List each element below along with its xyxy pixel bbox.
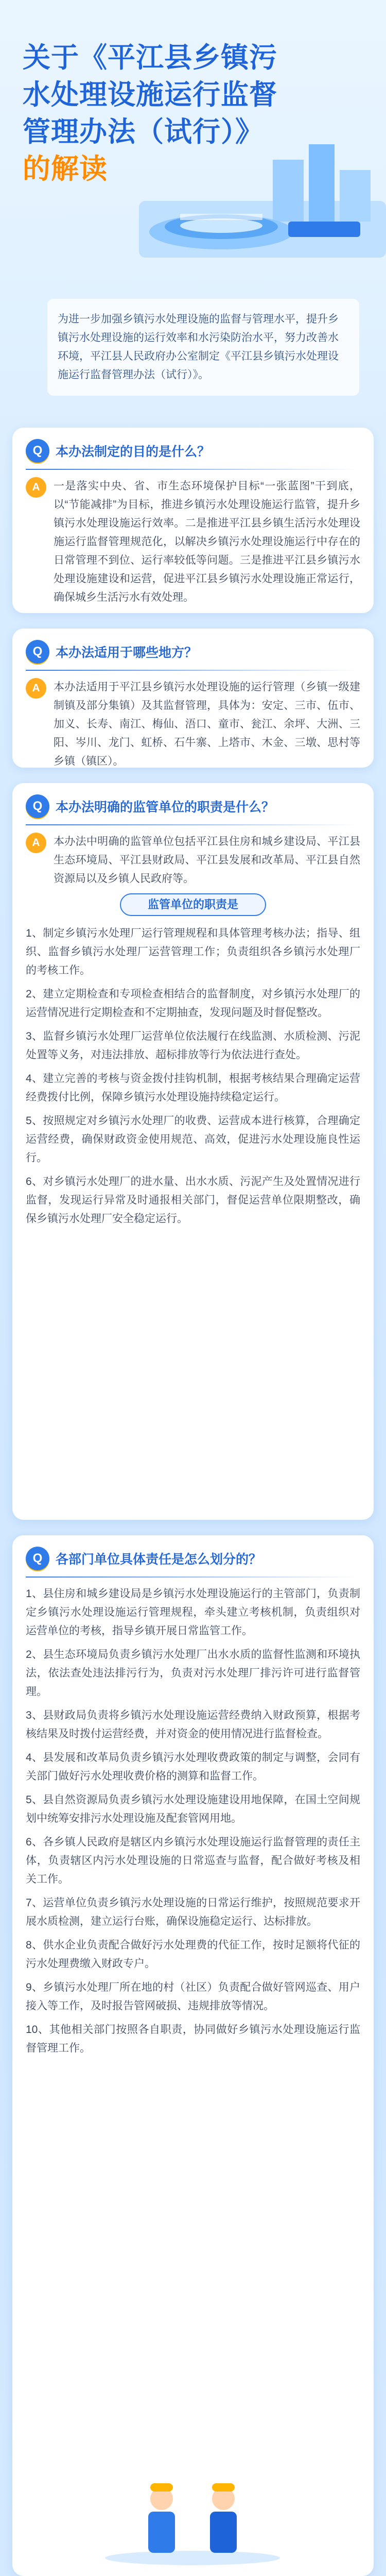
responsibility-item: 3、县财政局负责将乡镇污水处理设施运营经费纳入财政预算，根据考核结果及时拨付运营经费，并对资金的使用情况进行监督检查。: [26, 1709, 360, 1740]
question: 本办法制定的目的是什么？: [56, 445, 210, 459]
question: 本办法适用于哪些地方？: [56, 646, 198, 660]
question: 本办法明确的监管单位的职责是什么？: [56, 800, 275, 815]
responsibility-item: 8、供水企业负责配合做好污水处理费的代征工作，按时足额将代征的污水处理费缴入财政专户。: [26, 1939, 360, 1970]
responsibility-item: 1、县住房和城乡建设局是乡镇污水处理设施运行的主管部门，负责制定乡镇污水处理设施运行管理规程，牵头建立考核机制，负责组织对运营单位的考核，指导乡镇开展日常监管工作。: [26, 1588, 360, 1637]
responsibility-item: 7、运营单位负责乡镇污水处理设施的日常运行维护，按照规范要求开展水质检测，建立运行台账，确保设施稳定运行、达标排放。: [26, 1897, 360, 1927]
qa-card-responsibilities: [12, 1535, 374, 2576]
responsibility-item: 2、县生态环境局负责乡镇污水处理厂出水水质的监督性监测和环境执法，依法查处违法排污行为，负责对污水处理厂排污许可进行监督管理。: [26, 1649, 360, 1698]
duty-item: 1、制定乡镇污水处理厂运行管理规程和具体管理考核办法；指导、组织、监督乡镇污水处理厂运营管理工作；负责组织各乡镇污水处理厂的考核工作。: [26, 927, 360, 976]
responsibility-item: 5、县自然资源局负责乡镇污水处理设施建设用地保障，在国土空间规划中统筹安排污水处理设施及配套管网用地。: [26, 1794, 360, 1824]
a-badge: A: [26, 678, 46, 699]
question: 各部门单位具体责任是怎么划分的？: [56, 1552, 262, 1567]
duty-item: 5、按照规定对乡镇污水处理厂的收费、运营成本进行核算，合理确定运营经费，确保财政资金使用规范、高效，促进污水处理设施良性运行。: [26, 1115, 360, 1164]
q-badge: Q: [26, 1547, 49, 1570]
intro-box: 为进一步加强乡镇污水处理设施的监督与管理水平，提升乡镇污水处理设施的运行效率和水污染防治水平，努力改善水环境，平江县人民政府办公室制定《平江县乡镇污水处理设施运行监督管理办法（试行）》。: [47, 299, 359, 396]
header: [0, 0, 386, 381]
responsibility-item: 6、各乡镇人民政府是辖区内乡镇污水处理设施运行监督管理的责任主体，负责辖区内污水处理设施的日常巡查与监督，配合做好考核及相关工作。: [26, 1836, 360, 1885]
responsibility-item: 10、其他相关部门按照各自职责，协同做好乡镇污水处理设施运行监督管理工作。: [26, 2024, 360, 2054]
responsibility-item: 9、乡镇污水处理厂所在地的村（社区）负责配合做好管网巡查、用户接入等工作，及时报告管网破损、违规排放等情况。: [26, 1981, 360, 2012]
q-badge: Q: [26, 640, 49, 664]
q-badge: Q: [26, 439, 49, 463]
qa-card-duties: [12, 783, 374, 1520]
title-main: 关于《平江县乡镇污水处理设施运行监督管理办法（试行）》: [23, 41, 277, 148]
duty-item: 4、建立完善的考核与资金拨付挂钩机制，根据考核结果合理确定运营经费拨付比例，保障乡镇污水处理设施持续稳定运行。: [26, 1073, 360, 1103]
duty-sublabel: 监管单位的职责是: [120, 893, 266, 916]
duty-item: 6、对乡镇污水处理厂的进水量、出水水质、污泥产生及处置情况进行监督，发现运行异常及时通报相关部门，督促运营单位限期整改，确保乡镇污水处理厂安全稳定运行。: [26, 1176, 360, 1225]
title-suffix: 的解读: [23, 152, 108, 185]
a-badge: A: [26, 833, 46, 853]
responsibility-item: 4、县发展和改革局负责乡镇污水处理收费政策的制定与调整，会同有关部门做好污水处理收费价格的测算和监督工作。: [26, 1752, 360, 1782]
workers-illustration: [100, 2463, 285, 2566]
q-badge: Q: [26, 794, 49, 818]
answer: 一是落实中央、省、市生态环境保护目标“一张蓝图”干到底，以“节能减排”为目标，推进乡镇污水处理设施运行监管，提升乡镇污水处理设施运行效率。二是推进平江县乡镇生活污水处理设施运行监督管理规范化，以解决乡镇污水处理设施运行中存在的日常管理不到位、运行率较低等问题。三是推进平江县乡镇污水处理设施建设和运营，促进平江县乡镇污水处理设施正常运行，确保城乡生活污水有效处理。: [54, 480, 360, 603]
duty-item: 3、监督乡镇污水处理厂运营单位依法履行在线监测、水质检测、污泥处置等义务，对违法排放、超标排放等行为依法进行查处。: [26, 1030, 360, 1061]
answer-intro: 本办法中明确的监管单位包括平江县住房和城乡建设局、平江县生态环境局、平江县财政局、平江县发展和改革局、平江县自然资源局以及乡镇人民政府等。: [54, 836, 360, 885]
duty-item: 2、建立定期检查和专项检查相结合的监督制度，对乡镇污水处理厂的运营情况进行定期检查和不定期抽查，发现问题及时督促整改。: [26, 988, 360, 1019]
a-badge: A: [26, 477, 46, 498]
qa-card-scope: [12, 629, 374, 768]
header-illustration: [118, 124, 386, 258]
qa-card-purpose: [12, 428, 374, 613]
answer: 本办法适用于平江县乡镇污水处理设施的运行管理（乡镇一级建制镇及部分集镇）及其监督管理，具体为：安定、三市、伍市、加义、长寿、南江、梅仙、浯口、童市、瓮江、余坪、大洲、三阳、岑川、龙门、虹桥、石牛寨、上塔市、木金、三墩、思村等乡镇（镇区）。: [54, 681, 360, 767]
